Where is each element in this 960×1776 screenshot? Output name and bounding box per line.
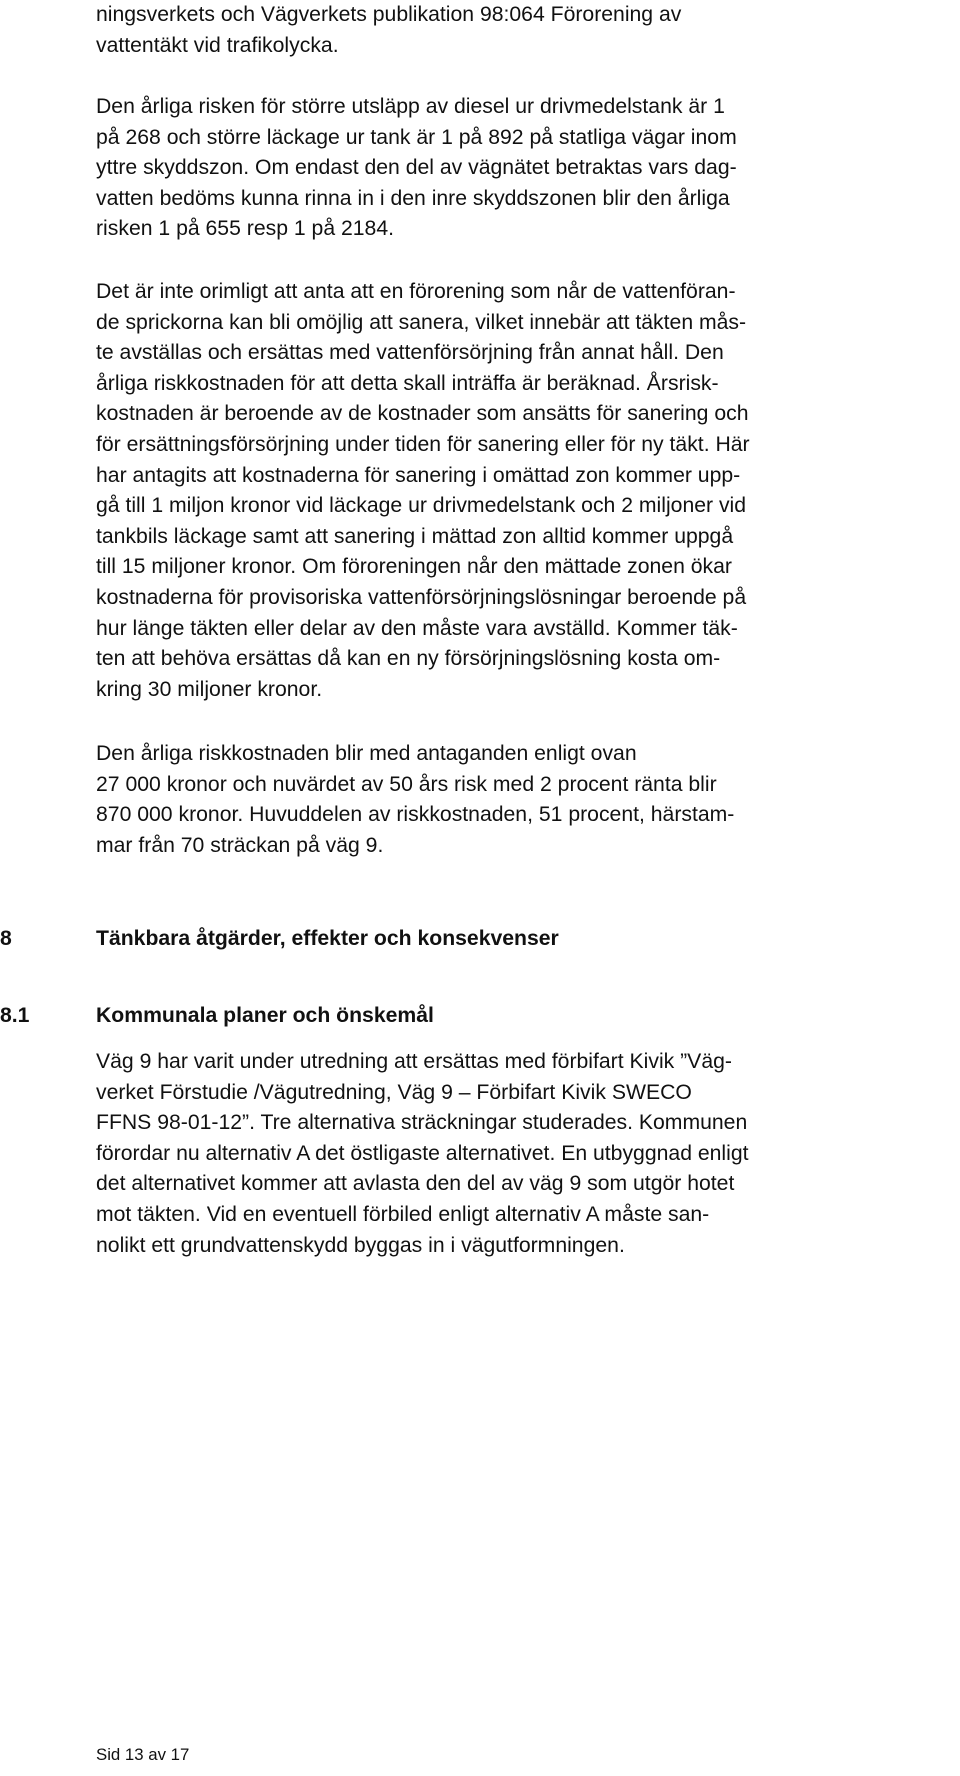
text-line: Väg 9 har varit under utredning att ersättas med förbifart Kivik ”Väg-	[96, 1050, 732, 1073]
text-line: har antagits att kostnaderna för sanering i omättad zon kommer upp-	[96, 463, 741, 487]
text-line: mot täkten. Vid en eventuell förbiled enligt alternativ A måste san-	[96, 1202, 710, 1226]
page-number-footer: Sid 13 av 17	[96, 1745, 190, 1764]
subsection-number: 8.1	[0, 1004, 30, 1027]
section-number: 8	[0, 927, 12, 950]
text-line: kostnaderna för provisoriska vattenförsörjningslösningar beroende på	[96, 585, 747, 609]
text-line: mar från 70 sträckan på väg 9.	[96, 833, 384, 857]
text-line: kostnaden är beroende av de kostnader som ansätts för sanering och	[96, 402, 749, 426]
paragraph-annual-risk	[96, 92, 856, 245]
text-line: Den årliga riskkostnaden blir med antaganden enligt ovan	[96, 742, 637, 765]
paragraph-intro-continuation	[96, 0, 856, 61]
text-line: risken 1 på 655 resp 1 på 2184.	[96, 217, 395, 241]
text-line: te avställas och ersättas med vattenförsörjning från annat håll. Den	[96, 341, 724, 365]
text-line: gå till 1 miljon kronor vid läckage ur drivmedelstank och 2 miljoner vid	[96, 494, 747, 518]
text-line: årliga riskkostnaden för att detta skall inträffa är beräknad. Årsrisk-	[96, 371, 719, 395]
text-line: för ersättningsförsörjning under tiden för sanering eller för ny täkt. Här	[96, 432, 750, 456]
text-line: på 268 och större läckage ur tank är 1 på 892 på statliga vägar inom	[96, 125, 737, 149]
text-line: vatten bedöms kunna rinna in i den inre skyddszonen blir den årliga	[96, 186, 730, 210]
text-line: Den årliga risken för större utsläpp av diesel ur drivmedelstank är 1	[96, 95, 725, 118]
text-line: de sprickorna kan bli omöjlig att sanera, vilket innebär att täkten mås-	[96, 310, 747, 334]
subsection-title: Kommunala planer och önskemål	[96, 1004, 434, 1027]
text-line: till 15 miljoner kronor. Om föroreningen når den mättade zonen ökar	[96, 555, 732, 579]
text-line: vattentäkt vid trafikolycka.	[96, 33, 339, 57]
text-line: 27 000 kronor och nuvärdet av 50 års risk med 2 procent ränta blir	[96, 772, 717, 796]
text-line: 870 000 kronor. Huvuddelen av riskkostnaden, 51 procent, härstam-	[96, 803, 735, 827]
text-line: hur länge täkten eller delar av den måste vara avställd. Kommer täk-	[96, 616, 738, 640]
text-line: kring 30 miljoner kronor.	[96, 677, 323, 701]
text-line: förordar nu alternativ A det östligaste alternativet. En utbyggnad enligt	[96, 1141, 749, 1165]
text-line: verket Förstudie /Vägutredning, Väg 9 – Förbifart Kivik SWECO	[96, 1080, 692, 1104]
section-title: Tänkbara åtgärder, effekter och konsekvenser	[96, 927, 559, 950]
text-line: det alternativet kommer att avlasta den del av väg 9 som utgör hotet	[96, 1172, 735, 1196]
paragraph-risk-cost-summary	[96, 739, 856, 861]
text-line: FFNS 98-01-12”. Tre alternativa sträckningar studerades. Kommunen	[96, 1111, 748, 1135]
text-line: tankbils läckage samt att sanering i mättad zon alltid kommer uppgå	[96, 524, 734, 548]
paragraph-municipal-plans	[96, 1047, 856, 1261]
text-line: nolikt ett grundvattenskydd byggas in i vägutformningen.	[96, 1233, 625, 1257]
text-line: ten att behöva ersättas då kan en ny försörjningslösning kosta om-	[96, 647, 721, 671]
text-line: yttre skyddszon. Om endast den del av vägnätet betraktas vars dag-	[96, 156, 737, 180]
paragraph-remediation-costs	[96, 277, 856, 705]
text-line: ningsverkets och Vägverkets publikation 98:064 Förorening av	[96, 3, 682, 26]
text-line: Det är inte orimligt att anta att en förorening som når de vattenföran-	[96, 280, 736, 303]
